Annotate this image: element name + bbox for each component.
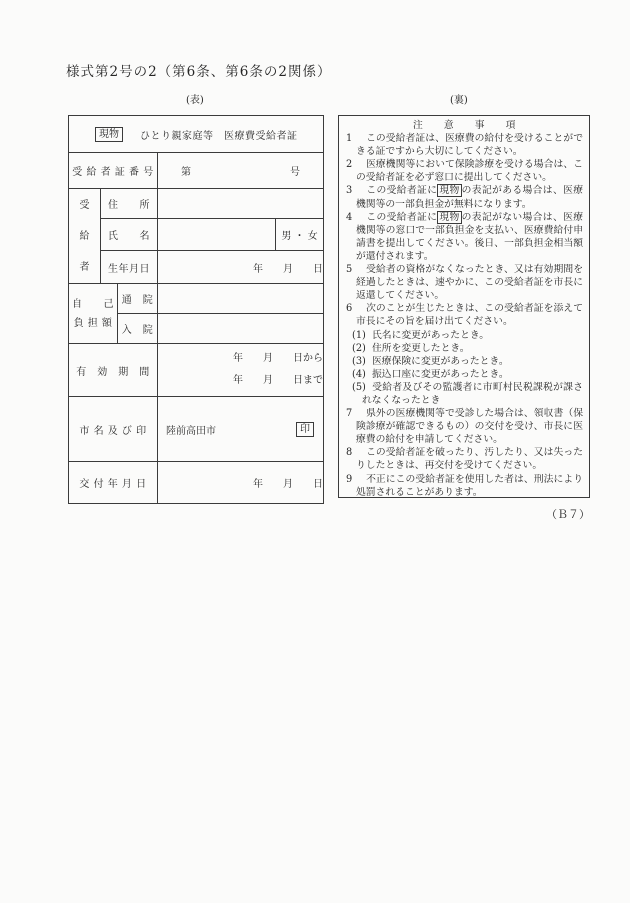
front-side-label: (表)	[186, 95, 204, 106]
notes-title: 注 意 事 項	[413, 120, 516, 131]
note-subitem-3: (3) 医療保険に変更があったとき。	[352, 355, 509, 367]
certificate-title: ひとり親家庭等 医療費受給者証	[140, 130, 298, 142]
number-prefix: 第	[181, 167, 191, 178]
note-item-2: 2 医療機関等において保険診療を受ける場合は、この受給者証を必ず窓口に提出してください。	[346, 159, 583, 184]
recipient-number-field	[158, 153, 324, 189]
recipient-number-label: 受 給 者 証 番 号	[69, 153, 158, 189]
gender-options: 男 ・ 女	[276, 219, 324, 251]
city-name: 陸前高田市	[166, 425, 216, 437]
note-item-6: 6 次のことが生じたときは、この受給者証を添えて市長にその旨を届け出てください。	[346, 303, 583, 328]
note-item-4: 4 この受給者証に 現物 の表記がない場合は、医療機関等の窓口で一部負担金を支払い、医療費給付申請書を提出してください。後日、一部負担金相当額が還付されます。	[346, 211, 584, 262]
city-seal-label: 市 名 及 び 印	[69, 397, 158, 462]
notes-panel	[338, 115, 590, 498]
inpatient-field	[158, 314, 324, 344]
certificate-header	[69, 116, 324, 153]
copay-group-label: 自 己 負 担 額	[69, 284, 118, 344]
benefit-type-stamp: 現物	[95, 127, 123, 142]
kenbutsu-inline-stamp: 現物	[439, 185, 460, 197]
note-item-7: 7 県外の医療機関等で受診した場合は、領収書（保険診療が確認できるもの）の交付を受け、市長に医療費の給付を申請してください。	[346, 408, 583, 446]
address-field	[158, 189, 324, 219]
issue-date-field: 年 月 日	[158, 462, 324, 504]
kenbutsu-inline-stamp: 現物	[439, 211, 460, 223]
note-item-5: 5 受給者の資格がなくなったとき、又は有効期間を経過したときは、速やかに、この受給者証を市長に返還してください。	[346, 264, 583, 302]
note-subitem-5: (5) 受給者及びその監護者に市町村民税課税が課されなくなったとき	[352, 381, 583, 406]
seal-placeholder: 印	[296, 422, 314, 437]
outpatient-label: 通 院	[118, 284, 158, 314]
form-title: 様式第2号の2（第6条、第6条の2関係）	[66, 64, 332, 80]
note-item-1: 1 この受給者証は、医療費の給付を受けることができる証ですから大切にしてください。	[346, 133, 583, 158]
validity-field: 年 月 日から 年 月 日まで	[158, 344, 324, 397]
name-field	[158, 219, 276, 251]
note-subitem-1: (1) 氏名に変更があったとき。	[352, 329, 490, 341]
validity-label: 有 効 期 間	[69, 344, 158, 397]
name-label: 氏 名	[101, 219, 158, 251]
note-subitem-2: (2) 住所を変更したとき。	[352, 342, 470, 354]
paper-size-label: （Ｂ７）	[546, 508, 590, 521]
issue-date-label: 交 付 年 月 日	[69, 462, 158, 504]
birthdate-field: 年 月 日	[158, 251, 324, 284]
note-item-9: 9 不正にこの受給者証を使用した者は、刑法により処罰されることがあります。	[346, 473, 583, 498]
recipient-group-label: 受 給 者	[69, 189, 101, 284]
note-item-8: 8 この受給者証を破ったり、汚したり、又は失ったりしたときは、再交付を受けてください。	[346, 447, 583, 472]
inpatient-label: 入 院	[118, 314, 158, 344]
city-seal-field	[158, 397, 324, 462]
number-suffix: 号	[290, 167, 300, 178]
back-side-label: (裏)	[450, 95, 468, 106]
birthdate-label: 生年月日	[101, 251, 158, 284]
note-item-3: 3 この受給者証に 現物 の表記がある場合は、医療機関等の一部負担金が無料になります。	[346, 185, 584, 210]
note-subitem-4: (4) 振込口座に変更があったとき。	[352, 368, 509, 380]
certificate-table	[68, 115, 324, 504]
address-label: 住 所	[101, 189, 158, 219]
outpatient-field	[158, 284, 324, 314]
